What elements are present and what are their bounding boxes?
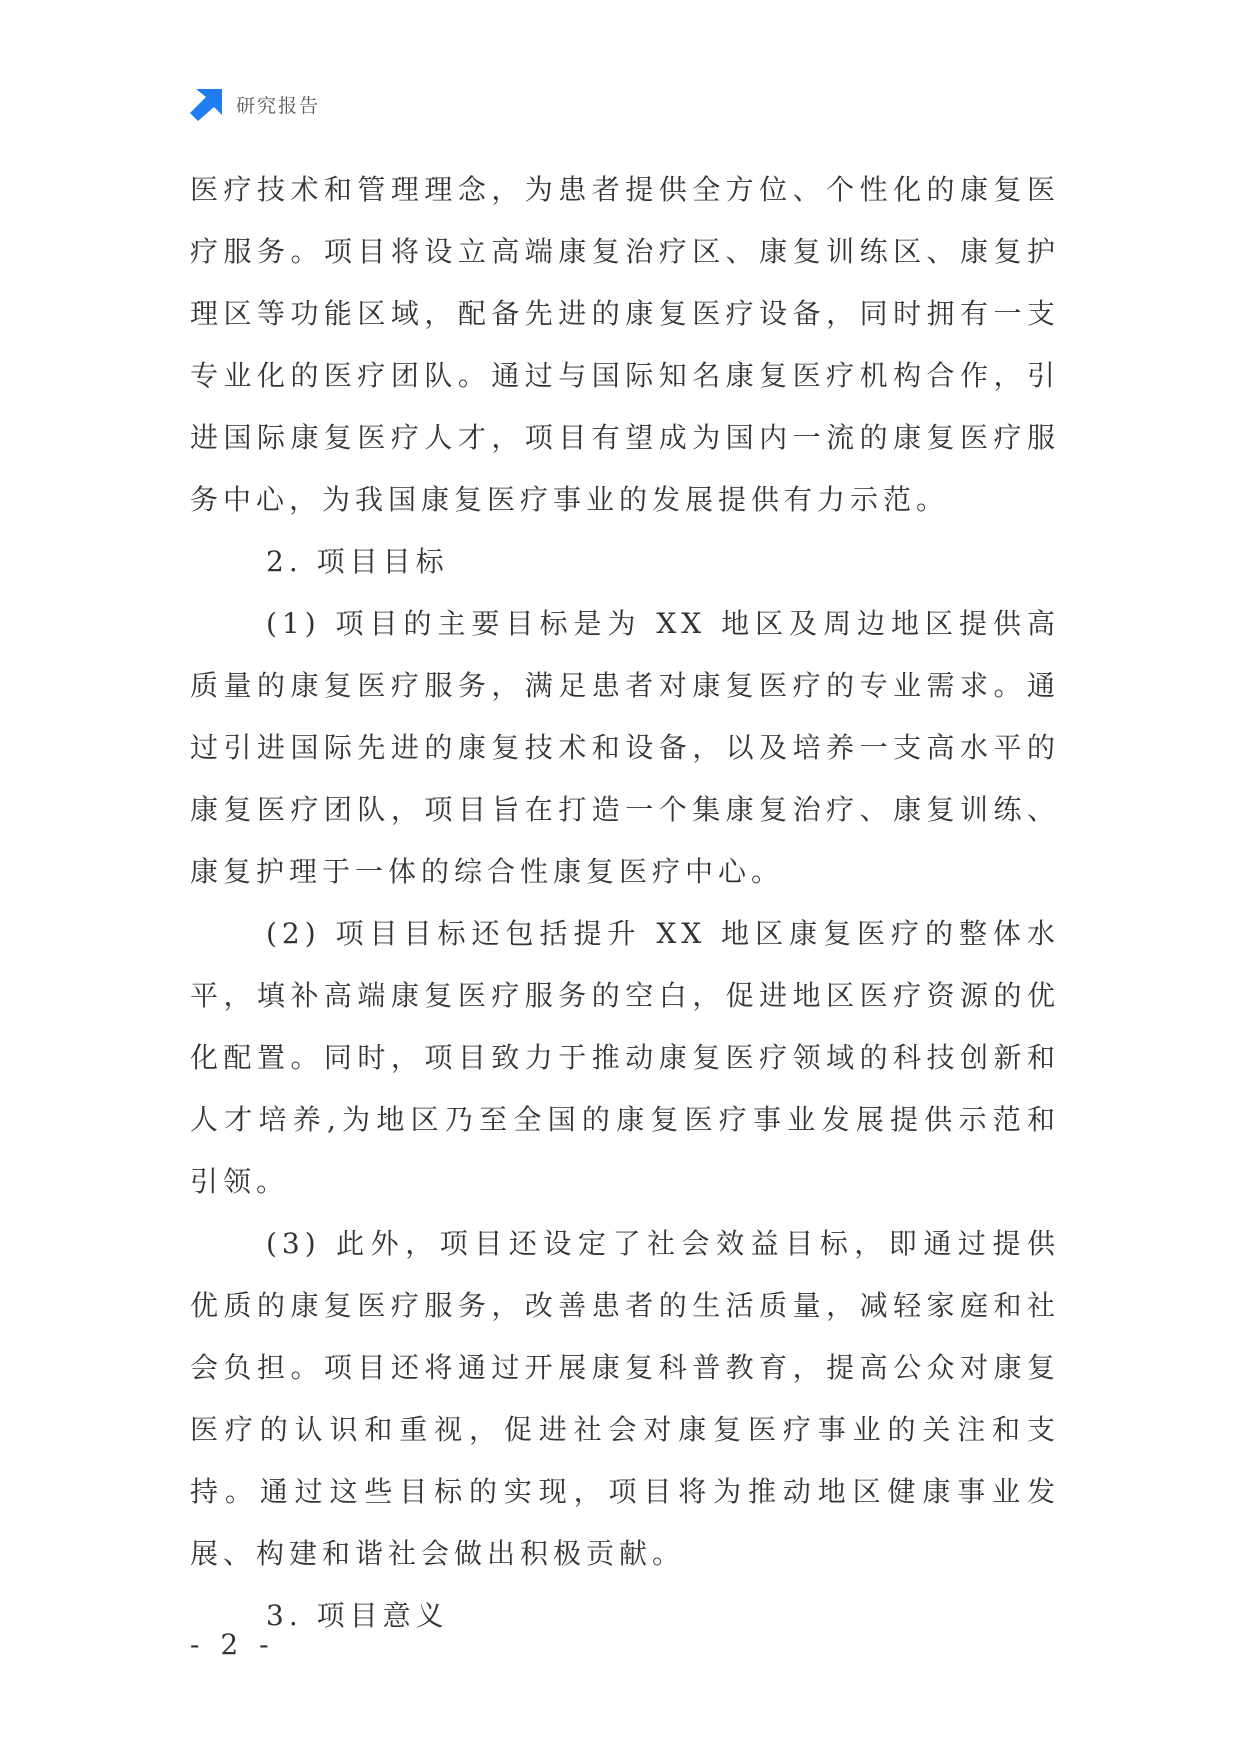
arrow-up-right-icon [190, 87, 224, 121]
section-heading-goals: 2. 项目目标 [266, 545, 449, 578]
document-body [190, 159, 1060, 1647]
paragraph-goal-2: (2) 项目目标还包括提升 XX 地区康复医疗的整体水平，填补高端康复医疗服务的空白，促进地区医疗资源的优化配置。同时，项目致力于推动康复医疗领域的科技创新和人才培养,为地区乃至全国的康复医疗事业发展提供示范和引领。 [190, 917, 1060, 1198]
paragraph-goal-3: (3) 此外，项目还设定了社会效益目标，即通过提供优质的康复医疗服务，改善患者的生活质量，减轻家庭和社会负担。项目还将通过开展康复科普教育，提高公众对康复医疗的认识和重视，促进社会对康复医疗事业的关注和支持。通过这些目标的实现，项目将为推动地区健康事业发展、构建和谐社会做出积极贡献。 [190, 1227, 1060, 1570]
report-title: 研究报告 [236, 94, 321, 117]
section-heading-significance: 3. 项目意义 [266, 1599, 449, 1632]
page-header [190, 86, 320, 122]
paragraph-goal-1: (1) 项目的主要目标是为 XX 地区及周边地区提供高质量的康复医疗服务，满足患者对康复医疗的专业需求。通过引进国际先进的康复技术和设备，以及培养一支高水平的康复医疗团队，项目旨在打造一个集康复治疗、康复训练、康复护理于一体的综合性康复医疗中心。 [190, 607, 1060, 888]
paragraph-intro: 医疗技术和管理理念，为患者提供全方位、个性化的康复医疗服务。项目将设立高端康复治疗区、康复训练区、康复护理区等功能区域，配备先进的康复医疗设备，同时拥有一支专业化的医疗团队。通过与国际知名康复医疗机构合作，引进国际康复医疗人才，项目有望成为国内一流的康复医疗服务中心，为我国康复医疗事业的发展提供有力示范。 [190, 173, 1060, 516]
page-number: - 2 - [190, 1628, 275, 1661]
